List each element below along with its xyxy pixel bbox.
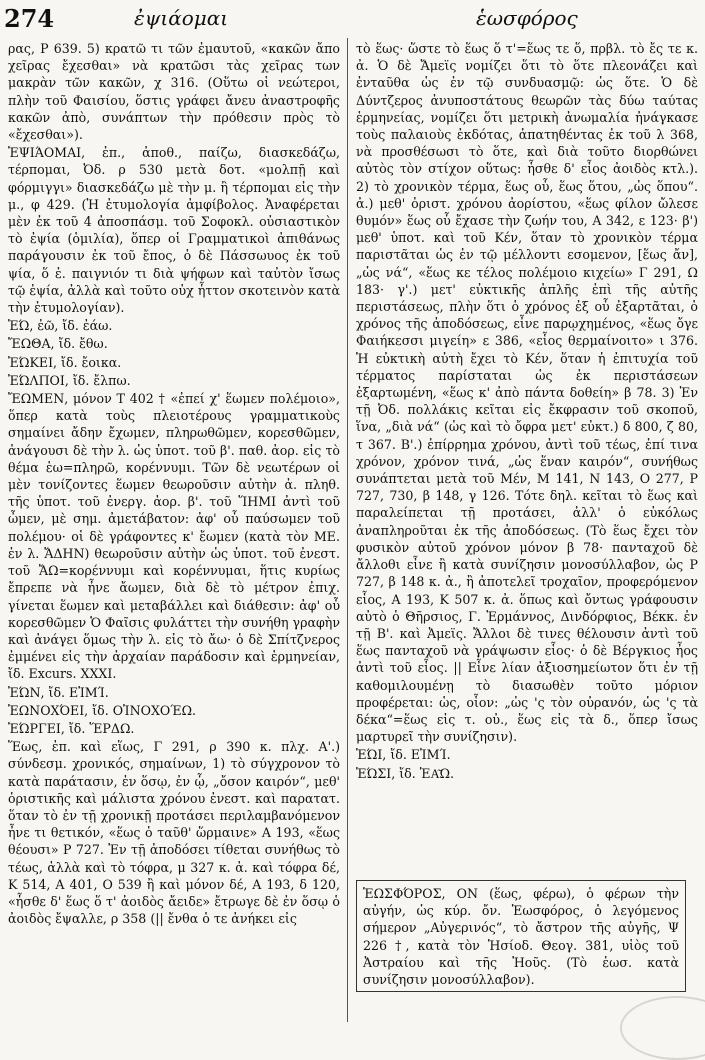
column-divider [347, 38, 348, 1022]
entry-paragraph: Ἕως, ἐπ. καὶ εἵως, Γ 291, ρ 390 κ. πλχ. Α'.) σύνδεσμ. χρονικός, σημαίνων, 1) τὸ σύγχρονον τὸ κατὰ παράτασιν, ἐν ὅσῳ, ἐν ᾧ, „ὄσον καιρόν“, μεθ' ὁριστικῆς καὶ μάλιστα χρόνου ἐνεστ. καὶ παρατατ. ὅταν τὸ ἐν τῇ χρονικῇ προτάσει περιλαμβανόμενον ἦνε τι θετικόν, «ἕως ὁ ταῦθ' ὥρμαινε» Α 193, «ἕως θέουσι» Ρ 727. Ἐν τῇ ἀποδόσει τίθεται συνήθως τὸ τέως, ἀλλὰ καὶ τὸ τόφρα, μ 327 κ. ἀ. καὶ τόφρα δέ, Κ 514, Α 401, Ο 539 ἢ καὶ μόνον δέ, Α 193, δ 120, «ἧσθε δ' ἕως ὅ τ' ἀοιδὸς ἄειδε» ἔτρωγε δὲ ἐν ὅσῳ ὁ ἀοιδὸς ἔψαλλε, ρ 358 (|| ἔνθα ὁ τε ἀνήκει εἰς [8, 739, 340, 927]
entry-paragraph: ἘΨΙΆΟΜΑΙ, ἐπ., ἀποθ., παίζω, διασκεδάζω, τέρπομαι, Ὀδ. ρ 530 μετὰ δοτ. «μολπῇ καὶ φόρμιγγι» διασκεδάζω μὲ τὴν μ. ἢ τέρπομαι εἰς τὴν μ., φ 429. (Ἡ ἐτυμολογία ἀμφίβολος. Ἀναφέρεται μὲν ἐκ τοῦ 4 ἀποσπάσμ. τοῦ Σοφοκλ. οὐσιαστικὸν τὸ ἐψία (ὁμιλία), ὅπερ οἱ Γραμματικοὶ ἀπιθάνως παράγουσιν ἐκ τοῦ ἔπος, ὁ δὲ Πάσσωυος ἐκ τοῦ ψία, ὅ ἐ. παιγνιόν τι διὰ ψήφων καὶ ταὐτὸν ἴσως τῷ ἐψία, ἀλλὰ καὶ τοῦτο οὐχ ἧττον σκοτεινὸν κατὰ τὴν ἐτυμολογίαν). [8, 145, 340, 316]
page-header [0, 0, 705, 44]
cross-reference: ἙΏ, ἐῶ, ἴδ. ἐάω. [8, 318, 113, 334]
entry-paragraph: ρας, Ρ 639. 5) κρατῶ τι τῶν ἐμαυτοῦ, «κακῶν ἄπο χεῖρας ἔχεσθαι» νὰ κρατῶσι τὰς χεῖρας των μακρὰν τῶν κακῶν, χ 316. (Οὕτω οἱ νεώτεροι, πλὴν τοῦ Φαισίου, ὅστις γράφει ἄνευ ἀναστροφῆς κακῶν ἀπὸ, συνάπτων τὴν πρόθεσιν πρὸς τὸ «ἔχεσθαι»). [8, 41, 340, 143]
running-head-right: ἑωσφόρος [476, 6, 578, 30]
library-stamp [620, 996, 705, 1060]
running-head-left: ἐψιάομαι [134, 6, 229, 30]
cross-reference: ἘΏΝ, ἴδ. ΕἸΜΊ. [8, 684, 109, 700]
left-column [8, 40, 340, 1020]
cross-reference: ἙΏΙ, ἴδ. ΕἸΜΊ. [356, 747, 451, 763]
entry-paragraph: τὸ ἕως· ὥστε τὸ ἕως ὅ τ'=ἕως τε ὅ, πρβλ. τὸ ἔς τε κ. ἀ. Ὁ δὲ Ἄμεϊς νομίζει ὅτι τὸ ὅτε πλεονάζει καὶ ἐνταῦθα ὡς ἐν τῷ συνδυασμῷ: ὡς ὅτε. Ὁ δὲ Δύντζερος ἀνυποστάτους θεωρῶν τὰς δύω ταύτας ἑρμηνείας, νομίζει ὅτι μετρικὴ ἀνωμαλία ἠνάγκασε τοὺς παλαιοὺς ἐκδότας, ἀπατηθέντας ἐκ τοῦ λ 368, νὰ προσθέσωσι τὸ ὅτε, καὶ διὰ τοῦτο διορθώνει αὐτὸς τὸν στίχον οὕτως: ἧσθε δ' εἷος ἀοιδὸς κτλ.). 2) τὸ χρονικὸν τέρμα, ἕως οὗ, ἕως ὅτου, „ὡς ὅπου“. ἀ.) μεθ' ὁριστ. χρόνου ἀορίστου, «ἕως φίλον ὤλεσε θυμόν» ἕως οὗ ἔχασε τὴν ζωήν του, Α 342, ε 123· β') μεθ' ὑποτ. καὶ τοῦ Κέν, ὅταν τὸ χρονικὸν τέρμα παριστᾶται ὡς ἐν τῷ μέλλοντι εσομενον, [ἕως ἄν], „ὡς νά“, «ἕως κε τέλος πολέμοιο κιχείω» Γ 291, Ω 183· γ'.) μετ' εὐκτικῆς ἁπλῆς ἐπὶ τῆς αὐτῆς περιστάσεως, πλὴν ὅτι ὁ χρόνος ἐξ οὗ ἐξαρτᾶται, ὁ χρόνος τῆς ἀποδόσεως, εἶνε παρῳχημένος, «ἕως ὄγε Φαιήκεσσι μιγείη» ε 386, «εἷος θερμαίνοιτο» ι 376. Ἡ εὐκτικὴ αὐτὴ ἔχει τὸ Κέν, ὅταν ἡ ἐπιτυχία τοῦ τέρματος παρίσταται ὡς ἐκ περιστάσεων ἐξαρτωμένη, «ἕως κ' ἀπὸ πάντα δοθείη» β 78. 3) Ἐν τῇ Ὀδ. πολλάκις κεῖται εἰς ἔκφρασιν τοῦ σκοποῦ, ἵνα, „διὰ νά“ (ὡς καὶ τὸ ὄφρα μετ' εὐκτ.) δ 800, ζ 80, τ 367. Β'.) ἐπίρρημα χρόνου, ἀντὶ τοῦ τέως, ἐπί τινα χρόνον, χρόνον τινά, „ὡς ἕναν καιρόν“, συνήθως συνάπτεται μετὰ τοῦ Μέν, Μ 141, Ν 143, Ο 277, Ρ 727, 730, β 148, γ 126. Τότε δηλ. κεῖται τὸ ἕως καὶ παραλείπεται τῇ προτάσει, ἀλλ' ὁ εὐκόλως ἀναπληροῦται ἐκ τῆς ἀποδόσεως. (Τὸ ἕως ἔχει τὸν φυσικὸν αὐτοῦ χρόνον μόνον β 78· πανταχοῦ δὲ ἄλλοθι εἶνε ἢ κατὰ συνίζησιν μονοσύλλαβον, ὡς Ρ 727, β 148 κ. ἀ., ἢ ἀποτελεῖ τροχαῖον, προφερόμενον εἷος, Α 193, Κ 507 κ. ἀ. ὅπως καὶ ὄντως γράφουσιν αὐτὸ ὁ Θῆρσιος, Γ. Ἑρμάννος, Δινδόρφιος, Βέκκ. ἐν τῇ Β'. καὶ Ἀμεϊς. Ἄλλοι δὲ τινες θέλουσιν ἀντὶ τοῦ ἕως πανταχοῦ νὰ γράψωσιν εἷος· ὁ δὲ Βέργκιος ἦος ἀντὶ τοῦ εἷος. || Εἶνε λίαν ἀξιοσημείωτον ὅτι ἐν τῇ καθομιλουμένῃ τὸ διασωθὲν τοῦτο μόριον προφέρεται: ὡς, οἷον: „ὡς 'ς τὸν οὐρανόν, ὡς 'ς τὰ δέκα“=ἕως εἰς τ. οὐ., ἕως εἰς τὰ δ., ὅπερ ἴσως μαρτυρεῖ τὴν συνίζησιν). [356, 41, 698, 745]
cross-reference: ἘΏΛΠΟΙ, ἴδ. ἔλπω. [8, 372, 131, 388]
cross-reference: ἘΏΡΓΕΙ, ἴδ. ἝΡΔΩ. [8, 720, 135, 736]
cross-reference: ἜΩΘΑ, ἴδ. ἔθω. [8, 336, 108, 352]
cross-reference: ἘΩΝΟΧΌΕΙ, ἴδ. ΟἸΝΟΧΟΈΩ. [8, 702, 197, 718]
entry-paragraph: ἜΩΜΕΝ, μόνον Τ 402 † «ἐπεί χ' ἕωμεν πολέμοιο», ὅπερ κατὰ τοὺς πλειοτέρους γραμματικοὺς σημαίνει ἄδην ἔχωμεν, πληρωθῶμεν, κορεσθῶμεν, ἀνάγουσι δὲ τὴν λ. ὡς ὑποτ. τοῦ β'. παθ. ἀορ. εἰς τὸ θέμα ἑω=πληρῶ, κορέννυμι. Τῶν δὲ νεωτέρων οἱ μὲν τονίζοντες ἕωμεν θεωροῦσιν αὐτὴν ἀ. πληθ. τῆς ὑποτ. τοῦ ἐνεργ. ἀορ. β'. τοῦ ἽΗΜΙ ἀντὶ τοῦ ὦμεν, μὲ σημ. ἀμετάβατον: ἀφ' οὗ παύσωμεν τοῦ πολέμου· οἱ δὲ γράφοντες κ' ἔωμεν (κατὰ τὸν ΜΕ. ἐν λ. ἌΔΗΝ) θεωροῦσιν αὐτὴν ὡς ὑποτ. τοῦ ἐνεστ. τοῦ ἌΩ=κορέννυμι καὶ κορέννυμαι, ἥτις κυρίως ἔπρεπε νὰ ἦνε ἄωμεν, διὰ δὲ τὸ μέτρον ἐπιχ. γίνεται ἕωμεν καὶ μεταβάλλει καὶ διάθεσιν: ἀφ' οὗ κορεσθῶμεν Ὁ Φαῖσις φυλάττει τὴν συνήθη γραφὴν καὶ ἀνάγει ὅμως τὴν λ. εἰς τὸ ἄω· ὁ δὲ Σπίτζνερος ἐμμένει εἰς τὴν ἀρχαίαν παράδοσιν καὶ ἑρμηνείαν, ἴδ. Excurs. XXXI. [8, 391, 340, 682]
boxed-entry: ἙΩΣΦΌΡΟΣ, ΟΝ (ἕως, φέρω), ὁ φέρων τὴν αὐγήν, ὡς κύρ. ὄν. Ἑωσφόρος, ὁ λεγόμενος σήμερον „Αὐγερινός“, τὸ ἄστρον τῆς αὐγῆς, Ψ 226 †, κατὰ τὸν Ἡσίοδ. Θεογ. 381, υἱὸς τοῦ Ἀστραίου καὶ τῆς Ἠοῦς. (Τὸ ἑωσ. κατὰ συνίζησιν μονοσύλλαβον). [356, 880, 686, 992]
page-number: 274 [4, 4, 55, 33]
cross-reference: ἙΏΣΙ, ἴδ. ἘΑ͂Ω. [356, 765, 455, 781]
cross-reference: ἘΏΚΕΙ, ἴδ. ἔοικα. [8, 354, 122, 370]
right-column [356, 40, 698, 880]
